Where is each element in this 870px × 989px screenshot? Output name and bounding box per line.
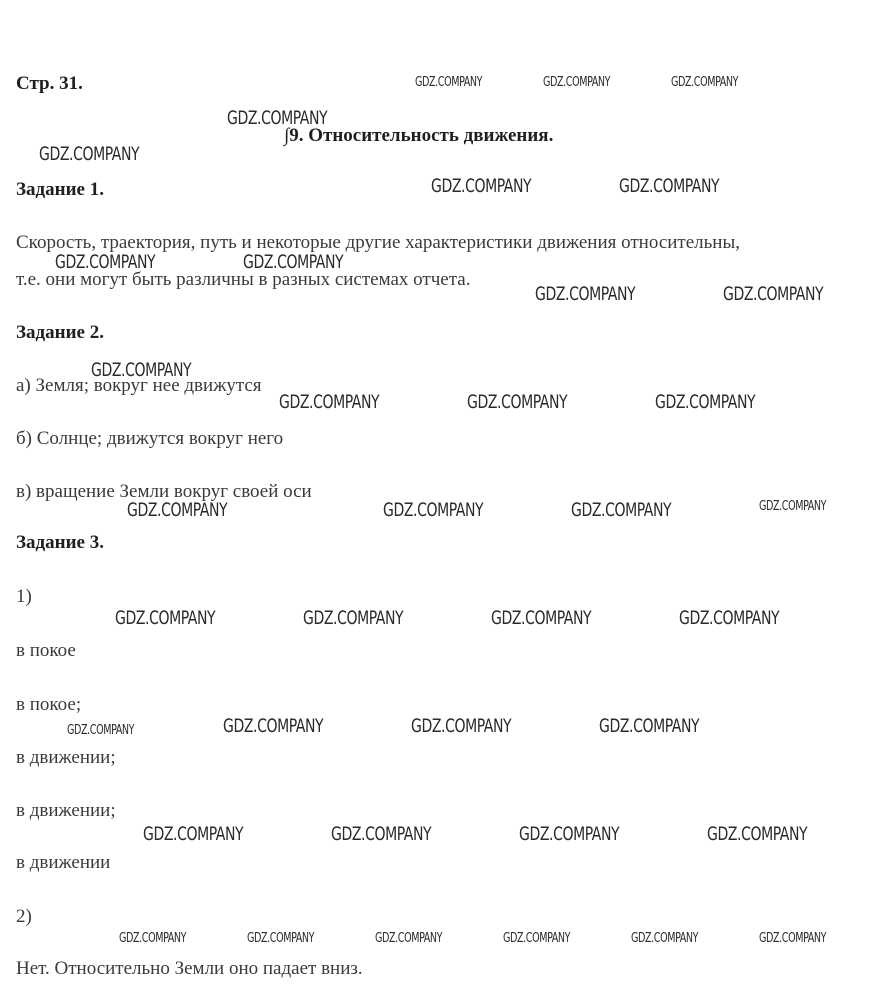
watermark: GDZ.COMPANY: [759, 499, 827, 514]
task3-part2-answer: Нет. Относительно Земли оно падает вниз.: [16, 958, 363, 979]
watermark: GDZ.COMPANY: [491, 607, 592, 629]
watermark: GDZ.COMPANY: [67, 723, 135, 738]
task2-answer-b: б) Солнце; движутся вокруг него: [16, 428, 284, 449]
task1-text-line2: т.е. они могут быть различны в разных системах отчета.: [16, 269, 471, 290]
task3-answer-5: в движении: [16, 852, 111, 873]
watermark: GDZ.COMPANY: [39, 143, 140, 165]
watermark: GDZ.COMPANY: [723, 283, 824, 305]
watermark: GDZ.COMPANY: [119, 931, 187, 946]
watermark: GDZ.COMPANY: [467, 391, 568, 413]
watermark: GDZ.COMPANY: [411, 715, 512, 737]
watermark: GDZ.COMPANY: [707, 823, 808, 845]
watermark: GDZ.COMPANY: [243, 251, 344, 273]
task2-heading: Задание 2.: [16, 322, 104, 343]
watermark: GDZ.COMPANY: [759, 931, 827, 946]
section-title: ∫9. Относительность движения.: [284, 125, 554, 146]
watermark: GDZ.COMPANY: [671, 75, 739, 90]
task2-answer-c: в) вращение Земли вокруг своей оси: [16, 481, 312, 502]
watermark: GDZ.COMPANY: [143, 823, 244, 845]
watermark: GDZ.COMPANY: [431, 175, 532, 197]
watermark: GDZ.COMPANY: [127, 499, 228, 521]
watermark: GDZ.COMPANY: [415, 75, 483, 90]
task3-part2-label: 2): [16, 906, 32, 927]
task3-answer-4: в движении;: [16, 800, 116, 821]
watermark: GDZ.COMPANY: [115, 607, 216, 629]
task3-answer-3: в движении;: [16, 747, 116, 768]
watermark: GDZ.COMPANY: [383, 499, 484, 521]
watermark: GDZ.COMPANY: [503, 931, 571, 946]
task3-answer-2: в покое;: [16, 694, 82, 715]
watermark: GDZ.COMPANY: [247, 931, 315, 946]
watermark: GDZ.COMPANY: [227, 107, 328, 129]
page-reference: Стр. 31.: [16, 73, 83, 94]
watermark: GDZ.COMPANY: [655, 391, 756, 413]
task1-heading: Задание 1.: [16, 179, 104, 200]
task2-answer-a: а) Земля; вокруг нее движутся: [16, 375, 262, 396]
watermark: GDZ.COMPANY: [331, 823, 432, 845]
watermark: GDZ.COMPANY: [535, 283, 636, 305]
watermark: GDZ.COMPANY: [599, 715, 700, 737]
watermark: GDZ.COMPANY: [631, 931, 699, 946]
task1-text-line1: Скорость, траектория, путь и некоторые другие характеристики движения относительны,: [16, 232, 740, 253]
watermark: GDZ.COMPANY: [55, 251, 156, 273]
watermark: GDZ.COMPANY: [543, 75, 611, 90]
watermark: GDZ.COMPANY: [519, 823, 620, 845]
watermark: GDZ.COMPANY: [619, 175, 720, 197]
watermark: GDZ.COMPANY: [679, 607, 780, 629]
watermark: GDZ.COMPANY: [279, 391, 380, 413]
task3-answer-1: в покое: [16, 640, 76, 661]
watermark: GDZ.COMPANY: [91, 359, 192, 381]
watermark: GDZ.COMPANY: [375, 931, 443, 946]
watermark: GDZ.COMPANY: [223, 715, 324, 737]
task3-heading: Задание 3.: [16, 532, 104, 553]
task3-part1-label: 1): [16, 586, 32, 607]
watermark: GDZ.COMPANY: [303, 607, 404, 629]
watermark: GDZ.COMPANY: [571, 499, 672, 521]
